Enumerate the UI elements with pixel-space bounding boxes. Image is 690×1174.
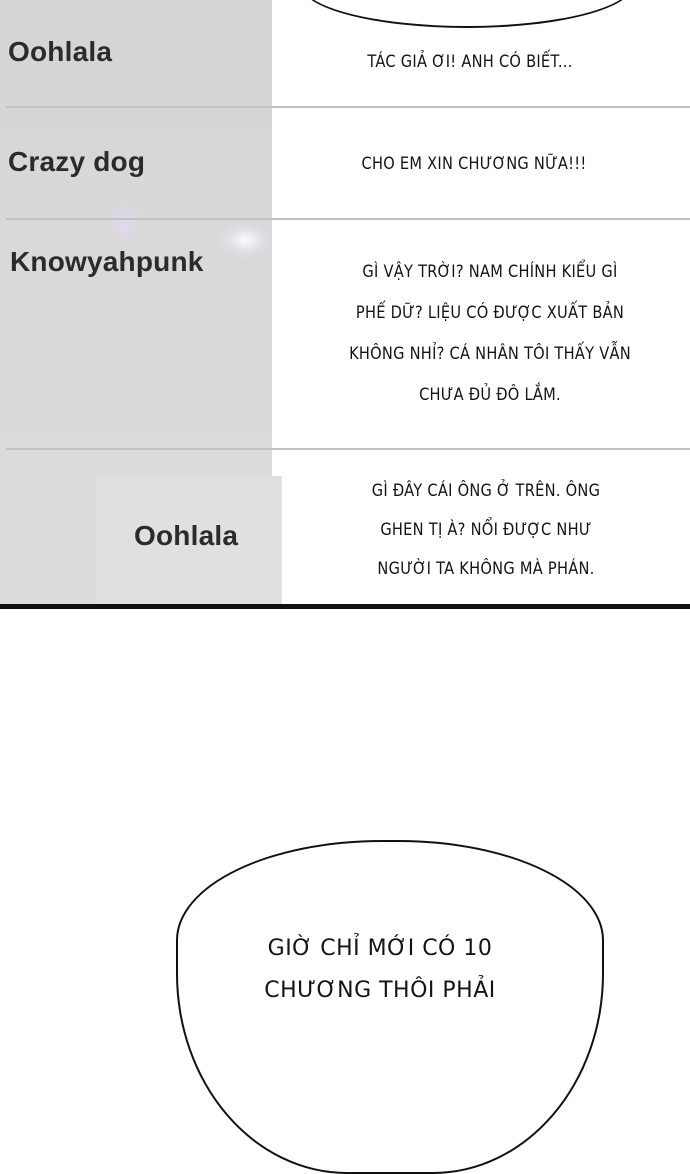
comment-divider: [6, 218, 690, 220]
speech-line: GIỜ CHỈ MỚI CÓ 10: [267, 936, 493, 961]
speech-bubble-text: [200, 928, 560, 1012]
panel-border: [0, 604, 690, 609]
comment-username: Oohlala: [8, 36, 113, 67]
comment-divider: [6, 448, 690, 450]
comment-line: TÁC GIẢ ƠI! ANH CÓ BIẾT...: [367, 52, 573, 72]
comment-text: [324, 52, 616, 72]
comment-text: [318, 252, 662, 416]
comment-line: GÌ ĐÂY CÁI ÔNG Ở TRÊN. ÔNG: [371, 481, 601, 501]
comment-divider: [6, 106, 690, 108]
comment-text: [323, 472, 650, 589]
comment-line: GHEN TỊ À? NỔI ĐƯỢC NHƯ: [380, 520, 592, 540]
light-glow-small: [105, 205, 145, 245]
top-speech-bubble-edge: [300, 0, 634, 28]
comment-username: Oohlala: [134, 520, 239, 551]
comment-line: GÌ VẬY TRỜI? NAM CHÍNH KIỂU GÌ: [362, 262, 618, 282]
speech-line: CHƯƠNG THÔI PHẢI: [264, 978, 496, 1003]
comment-username: Knowyahpunk: [10, 246, 204, 277]
comment-text: [324, 154, 623, 174]
comment-line: PHẾ DỮ? LIỆU CÓ ĐƯỢC XUẤT BẢN: [355, 303, 625, 323]
comment-username: Crazy dog: [8, 146, 146, 177]
comment-line: CHƯA ĐỦ ĐÔ LẮM.: [419, 385, 561, 405]
comment-line: CHO EM XIN CHƯƠNG NỮA!!!: [361, 154, 587, 174]
comment-line: KHÔNG NHỈ? CÁ NHÂN TÔI THẤY VẪN: [349, 344, 631, 364]
light-glow: [215, 220, 275, 260]
comment-line: NGƯỜI TA KHÔNG MÀ PHÁN.: [377, 559, 595, 579]
